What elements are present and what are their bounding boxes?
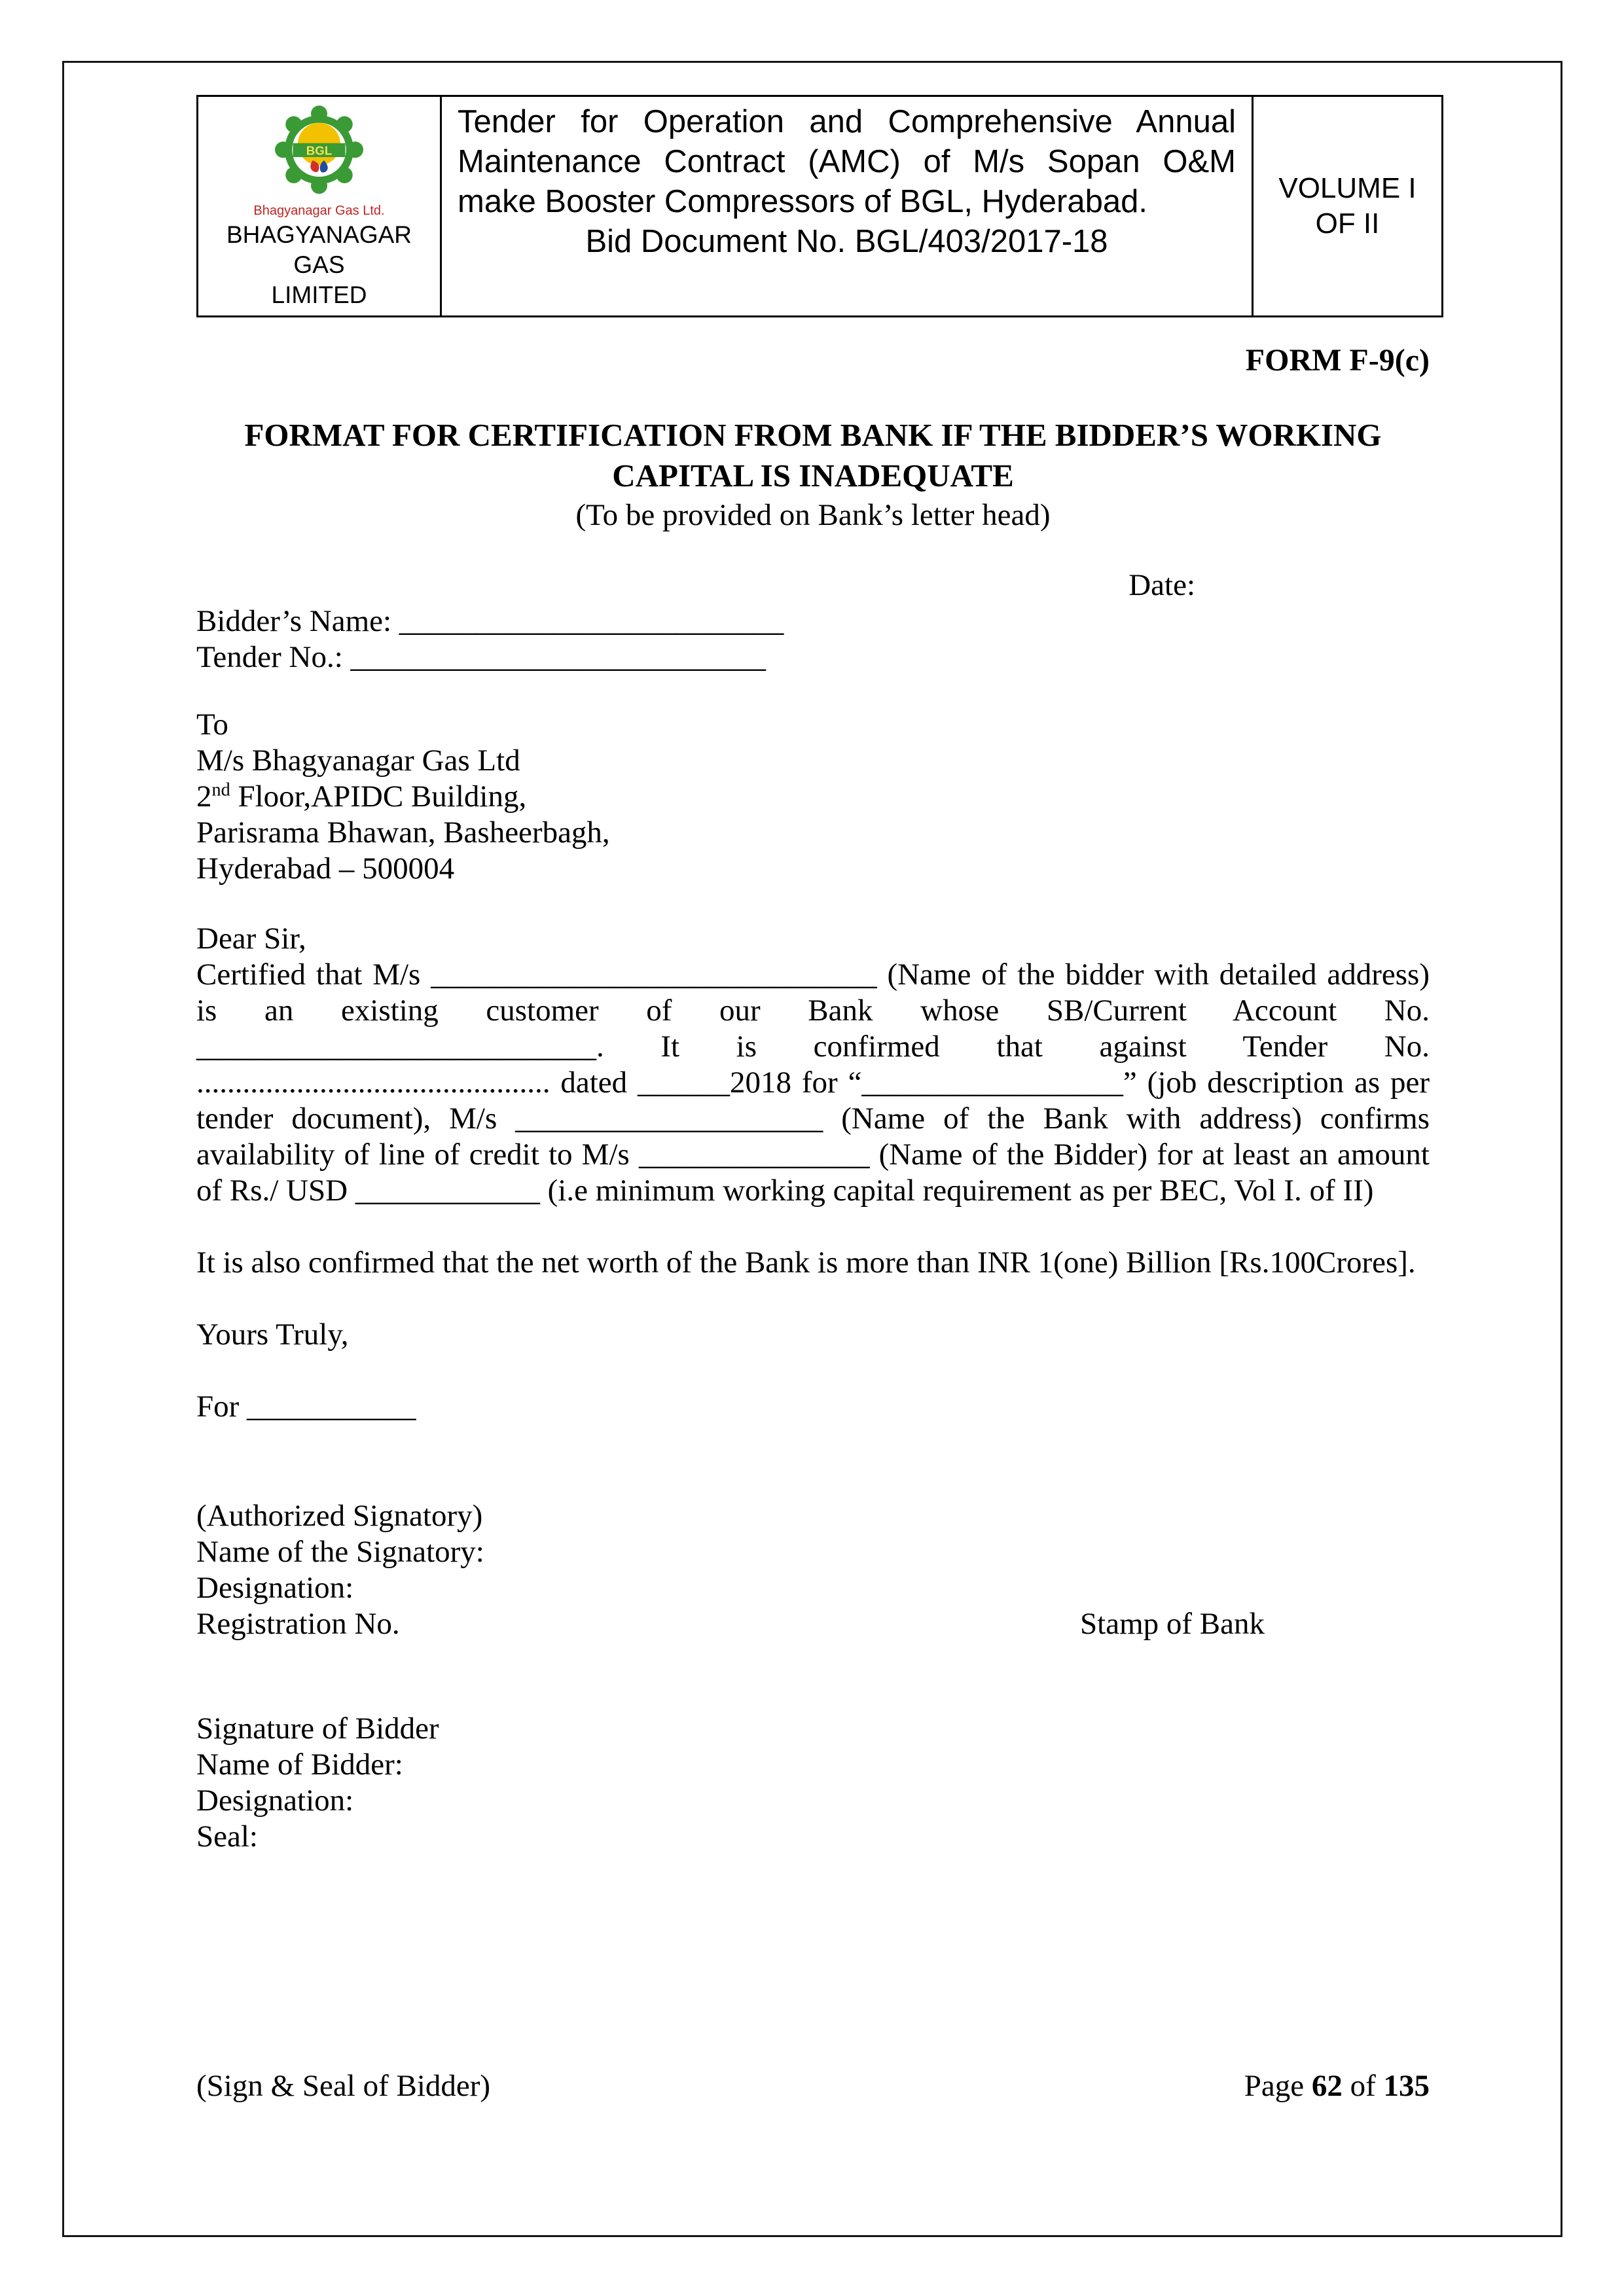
form-heading-line2: CAPITAL IS INADEQUATE xyxy=(612,457,1014,493)
logo-cell xyxy=(198,97,442,315)
page-footer xyxy=(196,2068,1430,2104)
address-line3: Parisrama Bhawan, Basheerbagh, xyxy=(196,816,610,850)
org-name-line2: LIMITED xyxy=(271,281,367,308)
date-label: Date: xyxy=(1128,568,1195,602)
form-heading xyxy=(196,415,1430,496)
address-line1: M/s Bhagyanagar Gas Ltd xyxy=(196,744,520,778)
bidder-block xyxy=(196,1711,1430,1855)
confirmation-paragraph: It is also confirmed that the net worth of the Bank is more than INR 1(one) Billion [Rs.100Crores]. xyxy=(196,1246,1416,1280)
closing: Yours Truly, xyxy=(196,1318,349,1352)
volume-cell xyxy=(1254,97,1441,315)
form-number: FORM F-9(c) xyxy=(1245,343,1430,378)
bgl-logo-icon xyxy=(265,105,373,203)
salutation: Dear Sir, xyxy=(196,922,306,956)
header-title-cell xyxy=(442,97,1254,315)
bidder-name-line: Bidder’s Name: _________________________ xyxy=(196,604,784,638)
page-word: Page xyxy=(1244,2069,1305,2103)
volume-line1: VOLUME I xyxy=(1278,172,1416,204)
stamp-of-bank-label: Stamp of Bank xyxy=(1080,1607,1265,1641)
registration-no-label: Registration No. xyxy=(196,1607,400,1641)
logo-caption: Bhagyanagar Gas Ltd. xyxy=(253,204,385,218)
address-to: To xyxy=(196,708,228,742)
seal-label: Seal: xyxy=(196,1820,258,1854)
signature-of-bidder-label: Signature of Bidder xyxy=(196,1712,439,1746)
for-line: For ___________ xyxy=(196,1390,416,1424)
current-page-number: 62 xyxy=(1311,2069,1343,2103)
floor-rest: Floor,APIDC Building, xyxy=(230,780,527,814)
header-table xyxy=(196,95,1443,317)
page-content xyxy=(196,0,1430,1855)
tender-no-line: Tender No.: ___________________________ xyxy=(196,640,767,674)
address-line4: Hyderabad – 500004 xyxy=(196,852,455,886)
certification-paragraph: Certified that M/s _____________________________ (Name of the bidder with detailed address) is an existing customer of our Bank whose SB/Current Account No. __________________________. It is confirmed that against Tender No. .............................................. dated ______2018 for “_________________” (job description as per tender document), M/s ____________________ (Name of the Bank with address) confirms availability of line of credit to M/s _______________ (Name of the Bidder) for at least an amount of Rs./ USD ____________ (i.e minimum working capital requirement as per BEC, Vol I. of II) xyxy=(196,958,1430,1208)
form-heading-line1: FORMAT FOR CERTIFICATION FROM BANK IF THE BIDDER’S WORKING xyxy=(244,417,1382,453)
of-word: of xyxy=(1350,2069,1376,2103)
org-name xyxy=(204,220,435,310)
address-block xyxy=(196,707,1430,887)
total-pages-number: 135 xyxy=(1383,2069,1430,2103)
bidder-designation-label: Designation: xyxy=(196,1784,354,1818)
tender-title: Tender for Operation and Comprehensive Annual Maintenance Contract (AMC) of M/s Sopan O&M make Booster Compressors of BGL, Hyderabad. xyxy=(458,104,1236,219)
form-subheading: (To be provided on Bank’s letter head) xyxy=(575,498,1051,532)
page-number xyxy=(1244,2068,1430,2104)
authorized-signatory-label: (Authorized Signatory) xyxy=(196,1499,483,1533)
floor-ordinal-suffix: nd xyxy=(211,780,230,800)
org-name-line1: BHAGYANAGAR GAS xyxy=(226,221,412,278)
bidder-name-label: Name of Bidder: xyxy=(196,1748,403,1782)
signatory-block xyxy=(196,1498,1430,1642)
address-line2 xyxy=(196,779,1430,815)
sign-seal-note: (Sign & Seal of Bidder) xyxy=(196,2069,491,2103)
bid-document-number: Bid Document No. BGL/403/2017-18 xyxy=(585,224,1108,259)
signatory-designation-label: Designation: xyxy=(196,1571,354,1605)
svg-text:BGL: BGL xyxy=(306,143,333,158)
registration-row xyxy=(196,1606,1430,1642)
floor-number: 2 xyxy=(196,780,212,814)
volume-line2: OF II xyxy=(1315,207,1380,240)
signatory-name-label: Name of the Signatory: xyxy=(196,1535,484,1569)
